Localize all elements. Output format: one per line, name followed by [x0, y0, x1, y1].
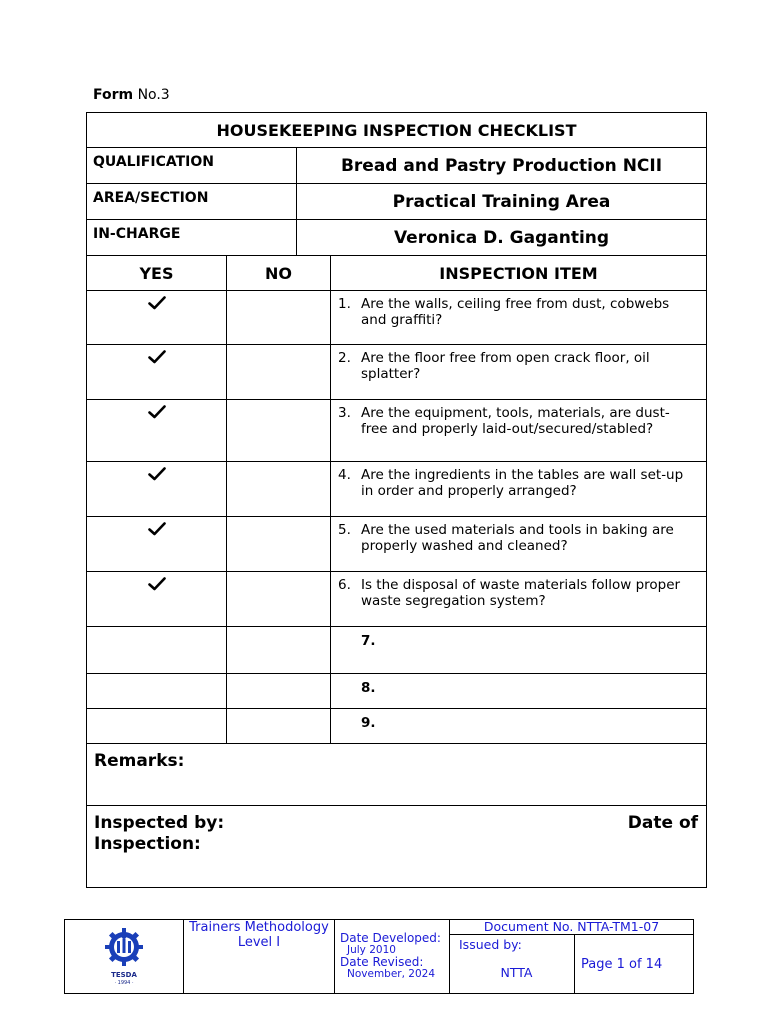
document-footer	[64, 919, 694, 994]
checkmark-icon	[148, 522, 166, 536]
yes-cell[interactable]	[87, 400, 227, 462]
checklist-table	[86, 112, 707, 888]
inspection-item	[331, 572, 707, 627]
date-revised-label: Date Revised:	[340, 955, 424, 969]
checkmark-icon	[148, 350, 166, 364]
form-number-value: No.3	[137, 87, 170, 103]
qualification-label: QUALIFICATION	[87, 148, 297, 184]
inspection-signoff[interactable]	[87, 806, 707, 888]
tesda-logo-text: TESDA	[111, 970, 137, 979]
form-number	[93, 87, 170, 103]
issued-by-label: Issued by:	[459, 937, 522, 952]
issued-by	[450, 935, 575, 994]
yes-cell[interactable]	[87, 674, 227, 709]
inspection-label: Inspection:	[94, 834, 201, 854]
yes-column-header: YES	[87, 256, 227, 291]
qualification-value: Bread and Pastry Production NCII	[297, 148, 707, 184]
checklist-row	[87, 572, 707, 627]
inspection-item	[331, 517, 707, 572]
no-cell[interactable]	[227, 627, 331, 674]
checkmark-icon	[148, 467, 166, 481]
form-label: Form	[93, 87, 134, 103]
area-section-label: AREA/SECTION	[87, 184, 297, 220]
item-number: 4.	[338, 467, 351, 483]
checkmark-icon	[148, 296, 166, 310]
checklist-row	[87, 462, 707, 517]
document-number: Document No. NTTA-TM1-07	[450, 920, 694, 935]
inspection-item	[331, 291, 707, 345]
yes-cell[interactable]	[87, 345, 227, 400]
no-cell[interactable]	[227, 572, 331, 627]
date-of-label: Date of	[627, 813, 699, 833]
no-cell[interactable]	[227, 709, 331, 744]
inspection-item: 9.	[331, 709, 707, 744]
tesda-gear-icon	[101, 927, 147, 967]
checklist-row	[87, 709, 707, 744]
yes-cell[interactable]	[87, 709, 227, 744]
area-section-value: Practical Training Area	[297, 184, 707, 220]
inspection-item: 8.	[331, 674, 707, 709]
no-cell[interactable]	[227, 462, 331, 517]
inspection-item-column-header: INSPECTION ITEM	[331, 256, 707, 291]
no-cell[interactable]	[227, 291, 331, 345]
inspection-item	[331, 345, 707, 400]
document-dates	[335, 920, 450, 994]
yes-cell[interactable]	[87, 572, 227, 627]
remarks-label: Remarks:	[94, 751, 185, 771]
date-revised-value: November, 2024	[347, 968, 436, 980]
checkmark-icon	[148, 577, 166, 591]
no-cell[interactable]	[227, 400, 331, 462]
inspected-by-label: Inspected by:	[94, 813, 225, 833]
item-text: Are the equipment, tools, materials, are dust-free and properly laid-out/secured/stabled?	[361, 405, 670, 437]
item-number: 3.	[338, 405, 351, 421]
checklist-row	[87, 517, 707, 572]
in-charge-value: Veronica D. Gaganting	[297, 220, 707, 256]
checklist-title: HOUSEKEEPING INSPECTION CHECKLIST	[87, 113, 707, 148]
yes-cell[interactable]	[87, 517, 227, 572]
checklist-row	[87, 627, 707, 674]
date-developed-label: Date Developed:	[340, 931, 441, 945]
item-text: Are the used materials and tools in baking are properly washed and cleaned?	[361, 522, 674, 554]
item-text: Are the ingredients in the tables are wall set-up in order and properly arranged?	[361, 467, 684, 499]
tesda-logo	[65, 920, 184, 994]
page-number: Page 1 of 14	[575, 935, 694, 994]
item-text: Are the floor free from open crack floor, oil splatter?	[361, 350, 650, 382]
in-charge-label: IN-CHARGE	[87, 220, 297, 256]
checklist-row	[87, 400, 707, 462]
inspection-item	[331, 462, 707, 517]
item-number: 5.	[338, 522, 351, 538]
no-cell[interactable]	[227, 674, 331, 709]
date-developed-value: July 2010	[347, 944, 396, 956]
item-number: 1.	[338, 296, 351, 312]
no-cell[interactable]	[227, 345, 331, 400]
checklist-row	[87, 345, 707, 400]
inspection-item	[331, 400, 707, 462]
tesda-logo-year: · 1994 ·	[114, 979, 134, 986]
item-number: 2.	[338, 350, 351, 366]
no-column-header: NO	[227, 256, 331, 291]
yes-cell[interactable]	[87, 627, 227, 674]
item-text: Is the disposal of waste materials follow proper waste segregation system?	[361, 577, 681, 609]
inspection-item: 7.	[331, 627, 707, 674]
remarks-field[interactable]	[87, 744, 707, 806]
yes-cell[interactable]	[87, 291, 227, 345]
yes-cell[interactable]	[87, 462, 227, 517]
program-title: Trainers Methodology Level I	[184, 920, 335, 994]
checklist-row	[87, 674, 707, 709]
item-number: 6.	[338, 577, 351, 593]
item-text: Are the walls, ceiling free from dust, cobwebs and graffiti?	[361, 296, 670, 328]
checkmark-icon	[148, 405, 166, 419]
no-cell[interactable]	[227, 517, 331, 572]
checklist-row	[87, 291, 707, 345]
issued-by-value: NTTA	[500, 965, 533, 980]
